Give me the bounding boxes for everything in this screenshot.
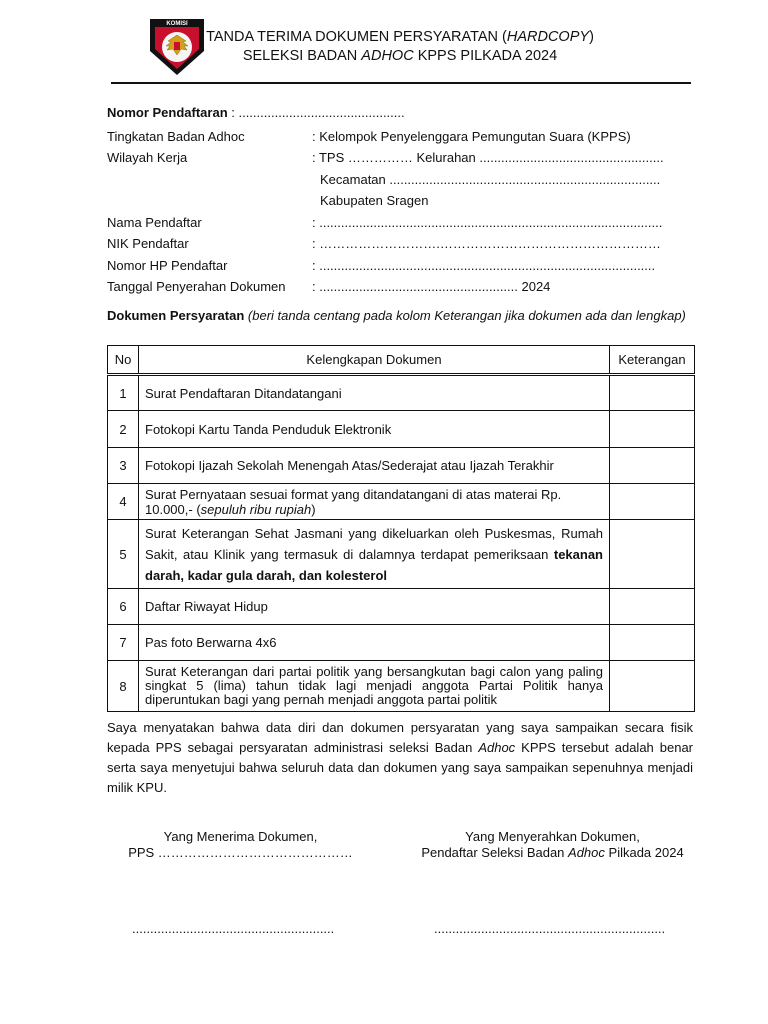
row-number: 2 <box>108 411 139 448</box>
row-keterangan-cell[interactable] <box>610 589 695 625</box>
row-keterangan-cell[interactable] <box>610 484 695 520</box>
row-keterangan-cell[interactable] <box>610 411 695 448</box>
row-document: Fotokopi Ijazah Sekolah Menengah Atas/Sederajat atau Ijazah Terakhir <box>139 448 610 484</box>
table-row <box>108 661 695 712</box>
submitter-role: Pendaftar Seleksi Badan Adhoc Pilkada 2024 <box>421 845 684 860</box>
row-number: 5 <box>108 520 139 589</box>
field-value: : ............................................................................................... <box>312 215 663 230</box>
row-keterangan-cell[interactable] <box>610 375 695 411</box>
row-keterangan-cell[interactable] <box>610 625 695 661</box>
document-title-line2: SELEKSI BADAN ADHOC KPPS PILKADA 2024 <box>242 48 558 64</box>
table-row <box>108 484 695 520</box>
row-document: Fotokopi Kartu Tanda Penduduk Elektronik <box>139 411 610 448</box>
field-label: Nama Pendaftar <box>107 215 202 230</box>
submitter-signature-line[interactable]: ................................................................ <box>434 921 666 936</box>
column-header: No <box>108 346 139 375</box>
field-label: Nomor HP Pendaftar <box>107 258 228 273</box>
row-number: 7 <box>108 625 139 661</box>
document-title-line1: TANDA TERIMA DOKUMEN PERSYARATAN (HARDCOPY) <box>206 29 594 45</box>
documents-table <box>107 345 695 712</box>
column-header: Kelengkapan Dokumen <box>139 346 610 375</box>
field-value: : ............................................................................................. <box>312 258 656 273</box>
field-value: : TPS …………… Kelurahan ................................................... <box>312 150 664 165</box>
field-value: : Kelompok Penyelenggara Pemungutan Suara (KPPS) <box>312 129 631 144</box>
row-keterangan-cell[interactable] <box>610 448 695 484</box>
declaration-statement: Saya menyatakan bahwa data diri dan dokumen persyaratan yang saya sampaikan secara fisik kepada PPS sebagai persyaratan administrasi seleksi Badan Adhoc KPPS tersebut adalah benar serta saya menyetujui bahwa seluruh data dan dokumen yang saya sampaikan sepenuhnya menjadi milik KPU. <box>107 720 693 795</box>
row-number: 8 <box>108 661 139 712</box>
table-row <box>108 625 695 661</box>
row-number: 1 <box>108 375 139 411</box>
table-row <box>108 411 695 448</box>
field-value: Kecamatan ........................................................................... <box>320 172 661 187</box>
row-number: 6 <box>108 589 139 625</box>
row-document: Surat Keterangan dari partai politik yang bersangkutan bagi calon yang paling singkat 5 (lima) tahun tidak lagi menjadi anggota Partai Politik hanya diperuntukan bagi yang pernah menjadi anggota partai politik <box>139 661 610 712</box>
kpu-logo <box>148 17 206 77</box>
row-number: 3 <box>108 448 139 484</box>
row-document: Pas foto Berwarna 4x6 <box>139 625 610 661</box>
receiver-signature-line[interactable]: ........................................................ <box>132 921 335 936</box>
field-value: : ....................................................... 2024 <box>312 279 551 294</box>
header-divider <box>111 82 691 84</box>
submitter-title: Yang Menyerahkan Dokumen, <box>465 829 640 844</box>
row-number: 4 <box>108 484 139 520</box>
row-document: Surat Keterangan Sehat Jasmani yang dikeluarkan oleh Puskesmas, Rumah Sakit, atau Klinik yang termasuk di dalamnya terdapat pemeriksaan tekanan darah, kadar gula darah, dan kolesterol <box>139 520 610 589</box>
table-row <box>108 589 695 625</box>
field-value: : ……………………….…………………………………………… <box>312 236 661 251</box>
field-label: Tingkatan Badan Adhoc <box>107 129 245 144</box>
row-document: Surat Pendaftaran Ditandatangani <box>139 375 610 411</box>
table-row <box>108 520 695 589</box>
field-label: Tanggal Penyerahan Dokumen <box>107 279 286 294</box>
documents-heading: Dokumen Persyaratan (beri tanda centang pada kolom Keterangan jika dokumen ada dan lengkap) <box>107 308 686 323</box>
svg-text:KOMISI: KOMISI <box>166 21 188 27</box>
column-header: Keterangan <box>610 346 695 375</box>
field-value: Kabupaten Sragen <box>320 193 429 208</box>
field-label: NIK Pendaftar <box>107 236 189 251</box>
row-keterangan-cell[interactable] <box>610 520 695 589</box>
table-row <box>108 375 695 411</box>
row-keterangan-cell[interactable] <box>610 661 695 712</box>
table-row <box>108 448 695 484</box>
receiver-title: Yang Menerima Dokumen, <box>163 829 318 844</box>
row-document: Surat Pernyataan sesuai format yang ditandatangani di atas materai Rp. 10.000,- (sepuluh ribu rupiah) <box>139 484 610 520</box>
table-header-row <box>108 346 695 375</box>
signature-block-submitter <box>405 829 700 861</box>
signature-block-receiver <box>108 829 373 861</box>
field-label: Wilayah Kerja <box>107 150 188 165</box>
row-document: Daftar Riwayat Hidup <box>139 589 610 625</box>
receiver-pps: PPS ……………………………………… <box>128 845 353 860</box>
field-nomor-pendaftaran: Nomor Pendaftaran : .............................................. <box>107 105 405 120</box>
